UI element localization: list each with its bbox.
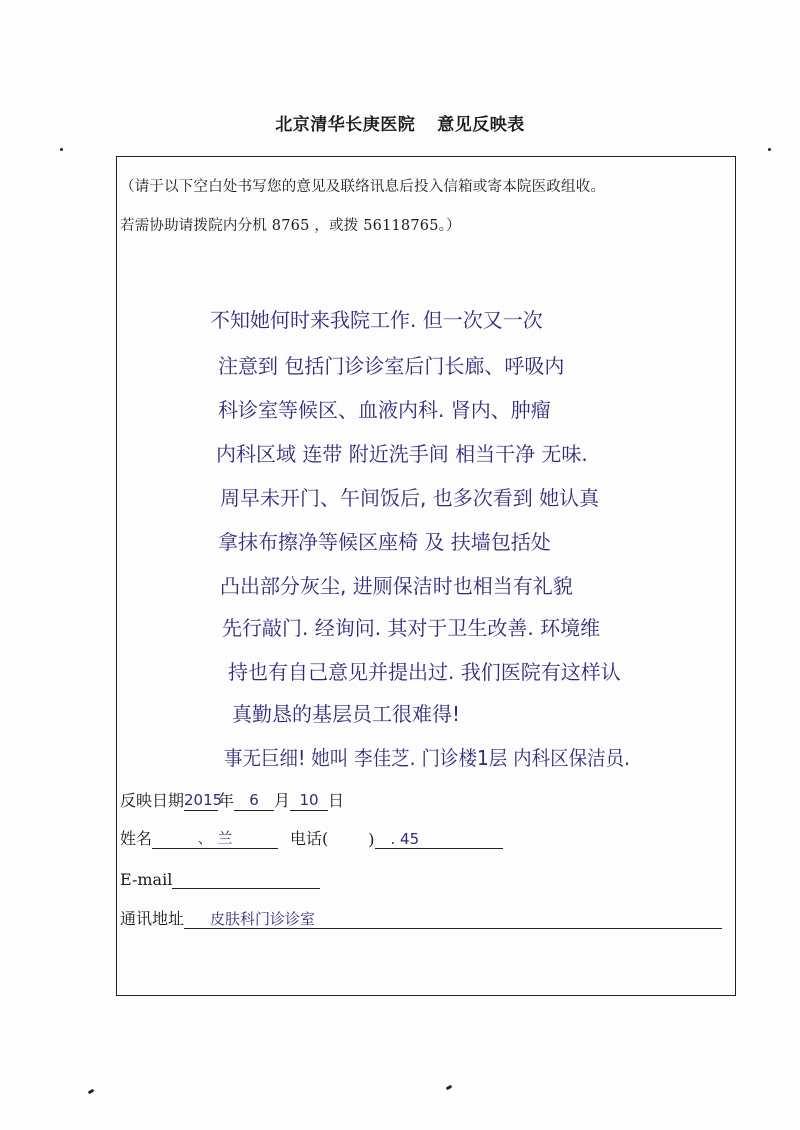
comment-line: 先行敲门. 经询问. 其对于卫生改善. 环境维 (222, 616, 601, 640)
date-month-input[interactable]: 6 (234, 790, 274, 811)
phone-paren-close: ) (368, 830, 375, 849)
name-phone-row (120, 826, 503, 849)
address-input[interactable]: 皮肤科门诊诊室 (184, 909, 722, 929)
scan-mark (60, 148, 63, 151)
instruction-line-1: （请于以下空白处书写您的意见及联络讯息后投入信箱或寄本院医政组收。 (120, 179, 606, 195)
date-field (120, 788, 344, 811)
month-label: 月 (274, 791, 291, 810)
address-row (120, 906, 722, 929)
comment-line: 真勤恳的基层员工很难得! (232, 702, 461, 726)
year-label: 年 (218, 791, 235, 810)
comment-line: 周早未开门、午间饭后, 也多次看到 她认真 (220, 486, 600, 510)
email-row (120, 868, 320, 889)
email-input[interactable] (172, 868, 320, 889)
comment-line: 科诊室等候区、血液内科. 肾内、肿瘤 (218, 398, 551, 422)
name-label: 姓名 (120, 829, 153, 848)
phone-label: 电话( (290, 829, 329, 848)
email-label: E-mail (120, 870, 173, 889)
instruction-line-2: 若需协助请拨院内分机 8765 ，或拨 56118765。） (120, 218, 461, 234)
form-name: 意见反映表 (437, 115, 525, 135)
comment-line: 注意到 包括门诊诊室后门长廊、呼吸内 (218, 354, 565, 378)
scan-mark (88, 1089, 95, 1095)
date-year-input[interactable]: 2015 (184, 791, 223, 809)
day-label: 日 (328, 791, 345, 810)
comment-line: 不知她何时来我院工作. 但一次又一次 (210, 308, 543, 332)
comment-line: 凸出部分灰尘, 进厕保洁时也相当有礼貌 (220, 574, 573, 598)
scan-mark (446, 1085, 453, 1091)
name-input[interactable]: 、 兰 (152, 828, 278, 849)
page-title (0, 110, 800, 135)
phone-input[interactable]: . 45 (375, 829, 503, 849)
address-label: 通讯地址 (120, 909, 185, 928)
comment-line: 内科区域 连带 附近洗手间 相当干净 无味. (216, 442, 588, 466)
comment-line: 持也有自己意见并提出过. 我们医院有这样认 (228, 660, 621, 684)
comment-line: 拿抹布擦净等候区座椅 及 扶墙包括处 (218, 530, 551, 554)
date-label: 反映日期 (120, 791, 185, 810)
comment-line: 事无巨细! 她叫 李佳芝. 门诊楼1层 内科区保洁员. (224, 746, 630, 770)
scan-mark (768, 148, 771, 151)
hospital-name: 北京清华长庚医院 (275, 115, 416, 135)
date-day-input[interactable]: 10 (290, 790, 328, 811)
